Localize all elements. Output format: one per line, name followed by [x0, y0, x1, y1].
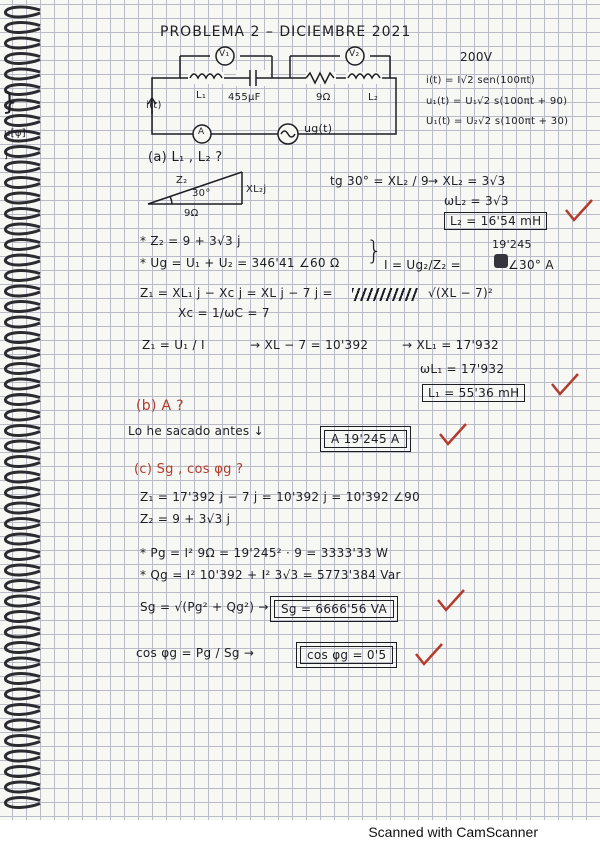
margin-note: u[φ]: [4, 128, 26, 139]
current-modulus: 19'245: [492, 238, 532, 251]
scanner-watermark: Scanned with CamScanner: [368, 824, 538, 840]
grading-checkmark: [548, 370, 582, 400]
spiral-coil: [5, 643, 40, 653]
spiral-coil: [5, 658, 40, 668]
part-b-heading: (b) A ?: [136, 398, 184, 414]
spiral-coil: [5, 7, 40, 17]
spiral-coil: [5, 410, 40, 420]
spiral-coil: [5, 69, 40, 79]
z1-result-equation: Z₁ = 17'392 j − 7 j = 10'392 j = 10'392 ∠90: [140, 490, 421, 504]
active-power-equation: * Pg = I² 9Ω = 19'245² · 9 = 3333'33 W: [140, 546, 389, 560]
spiral-coil: [5, 705, 40, 715]
ammeter-result: A 19'245 A: [324, 430, 407, 448]
current-angle: ∠30° A: [508, 258, 554, 272]
grading-checkmark: [434, 586, 468, 616]
apparent-power-result: Sg = 6666'56 VA: [274, 600, 394, 618]
power-factor-formula: cos φg = Pg / Sg →: [136, 646, 255, 660]
reactive-power-equation: * Qg = I² 10'392 + I² 3√3 = 5773'384 Var: [140, 568, 401, 582]
spiral-coil: [5, 286, 40, 296]
power-factor-result: cos φg = 0'5: [300, 646, 393, 664]
spiral-coil: [5, 798, 40, 808]
part-b-note: Lo he sacado antes ↓: [128, 424, 264, 438]
spiral-coil: [5, 581, 40, 591]
triangle-z2: Z₂: [176, 175, 188, 186]
spiral-coil: [5, 720, 40, 730]
grading-checkmark: [562, 196, 596, 226]
spiral-coil: [5, 23, 40, 33]
spiral-coil: [5, 736, 40, 746]
triangle-r: 9Ω: [184, 208, 199, 219]
current-label: i(t): [146, 100, 162, 111]
triangle-xl2: XL₂j: [246, 184, 267, 195]
capacitor-label: 455μF: [228, 92, 261, 103]
spiral-coil: [5, 457, 40, 467]
voltmeter-v2-label: V₂: [349, 49, 360, 59]
spiral-coil: [5, 550, 40, 560]
resistor-label: 9Ω: [316, 92, 331, 103]
spiral-coil: [5, 209, 40, 219]
spiral-coil: [5, 596, 40, 606]
given-current: i(t) = I√2 sen(100πt): [426, 75, 535, 86]
scribbled-out-text: [352, 288, 418, 301]
spiral-coil: [5, 379, 40, 389]
current-equation: I = Ug₂/Z₂ =: [384, 258, 461, 272]
spiral-coil: [5, 54, 40, 64]
grading-checkmark: [436, 420, 470, 450]
spiral-coil: [5, 488, 40, 498]
wl1-value: ωL₁ = 17'932: [420, 362, 505, 376]
margin-brace: }: [2, 88, 18, 116]
ammeter-label: A: [198, 127, 205, 137]
circuit-loop: [152, 78, 396, 134]
spiral-coil: [5, 147, 40, 157]
tangent-equation: tg 30° = XL₂ / 9: [330, 174, 429, 188]
ug-equation: * Ug = U₁ + U₂ = 346'41 ∠60 Ω: [140, 256, 340, 270]
spiral-coil: [5, 193, 40, 203]
spiral-coil: [5, 178, 40, 188]
z1-ratio: Z₁ = U₁ / I: [142, 338, 205, 352]
z2-result-equation: Z₂ = 9 + 3√3 j: [140, 512, 231, 526]
given-u1: u₁(t) = U₁√2 s(100πt + 90): [426, 96, 568, 107]
part-c-heading: (c) Sg , cos φg ?: [134, 462, 244, 477]
l1-result: L₁ = 55'36 mH: [422, 384, 525, 402]
spiral-coil: [5, 627, 40, 637]
voltmeter-v1-label: V₁: [219, 49, 230, 59]
source-label: ug(t): [304, 122, 333, 135]
spiral-coil: [5, 426, 40, 436]
spiral-coil: [5, 565, 40, 575]
xl1-value: → XL₁ = 17'932: [402, 338, 499, 352]
triangle-angle: 30°: [192, 188, 211, 199]
spiral-coil: [5, 782, 40, 792]
given-u2: U₁(t) = U₂√2 s(100πt + 30): [426, 116, 569, 127]
spiral-coil: [5, 689, 40, 699]
spiral-coil: [5, 271, 40, 281]
margin-note: ]: [4, 150, 9, 161]
grading-checkmark: [412, 640, 446, 670]
spiral-coil: [5, 255, 40, 265]
spiral-coil: [5, 472, 40, 482]
z1-equation: Z₁ = XL₁ j − Xc j = XL j − 7 j =: [140, 286, 333, 300]
spiral-coil: [5, 333, 40, 343]
inductor-l2-label: L₂: [368, 92, 379, 103]
xc-equation: Xc = 1/ωC = 7: [178, 306, 270, 320]
voltmeter-reading: 200V: [460, 50, 493, 64]
part-a-heading: (a) L₁ , L₂ ?: [148, 150, 223, 165]
spiral-coil: [5, 348, 40, 358]
apparent-power-formula: Sg = √(Pg² + Qg²) →: [140, 600, 269, 614]
spiral-coil: [5, 441, 40, 451]
brace: }: [366, 236, 383, 266]
spiral-coil: [5, 317, 40, 327]
spiral-coil: [5, 767, 40, 777]
spiral-coil: [5, 612, 40, 622]
spiral-coil: [5, 534, 40, 544]
spiral-coil: [5, 38, 40, 48]
spiral-coil: [5, 224, 40, 234]
spiral-coil: [5, 503, 40, 513]
xl2-value: → XL₂ = 3√3: [428, 174, 506, 188]
spiral-coil: [5, 364, 40, 374]
spiral-coil: [5, 751, 40, 761]
z2-equation: * Z₂ = 9 + 3√3 j: [140, 234, 241, 248]
l2-result: L₂ = 16'54 mH: [444, 212, 547, 230]
z1-modulus: √(XL − 7)²: [428, 286, 494, 300]
spiral-coil: [5, 302, 40, 312]
spiral-binding: [0, 0, 44, 820]
spiral-coil: [5, 674, 40, 684]
wl2-value: ωL₂ = 3√3: [444, 194, 509, 208]
scribbled-out-text: [494, 254, 508, 268]
spiral-coil: [5, 519, 40, 529]
xl-minus-7: → XL − 7 = 10'392: [250, 338, 369, 352]
spiral-coil: [5, 162, 40, 172]
inductor-l1-label: L₁: [196, 90, 207, 101]
scan-footer: [0, 820, 600, 848]
spiral-coil: [5, 240, 40, 250]
spiral-coil: [5, 395, 40, 405]
page-title: PROBLEMA 2 – DICIEMBRE 2021: [160, 24, 412, 40]
spiral-coil: [5, 116, 40, 126]
